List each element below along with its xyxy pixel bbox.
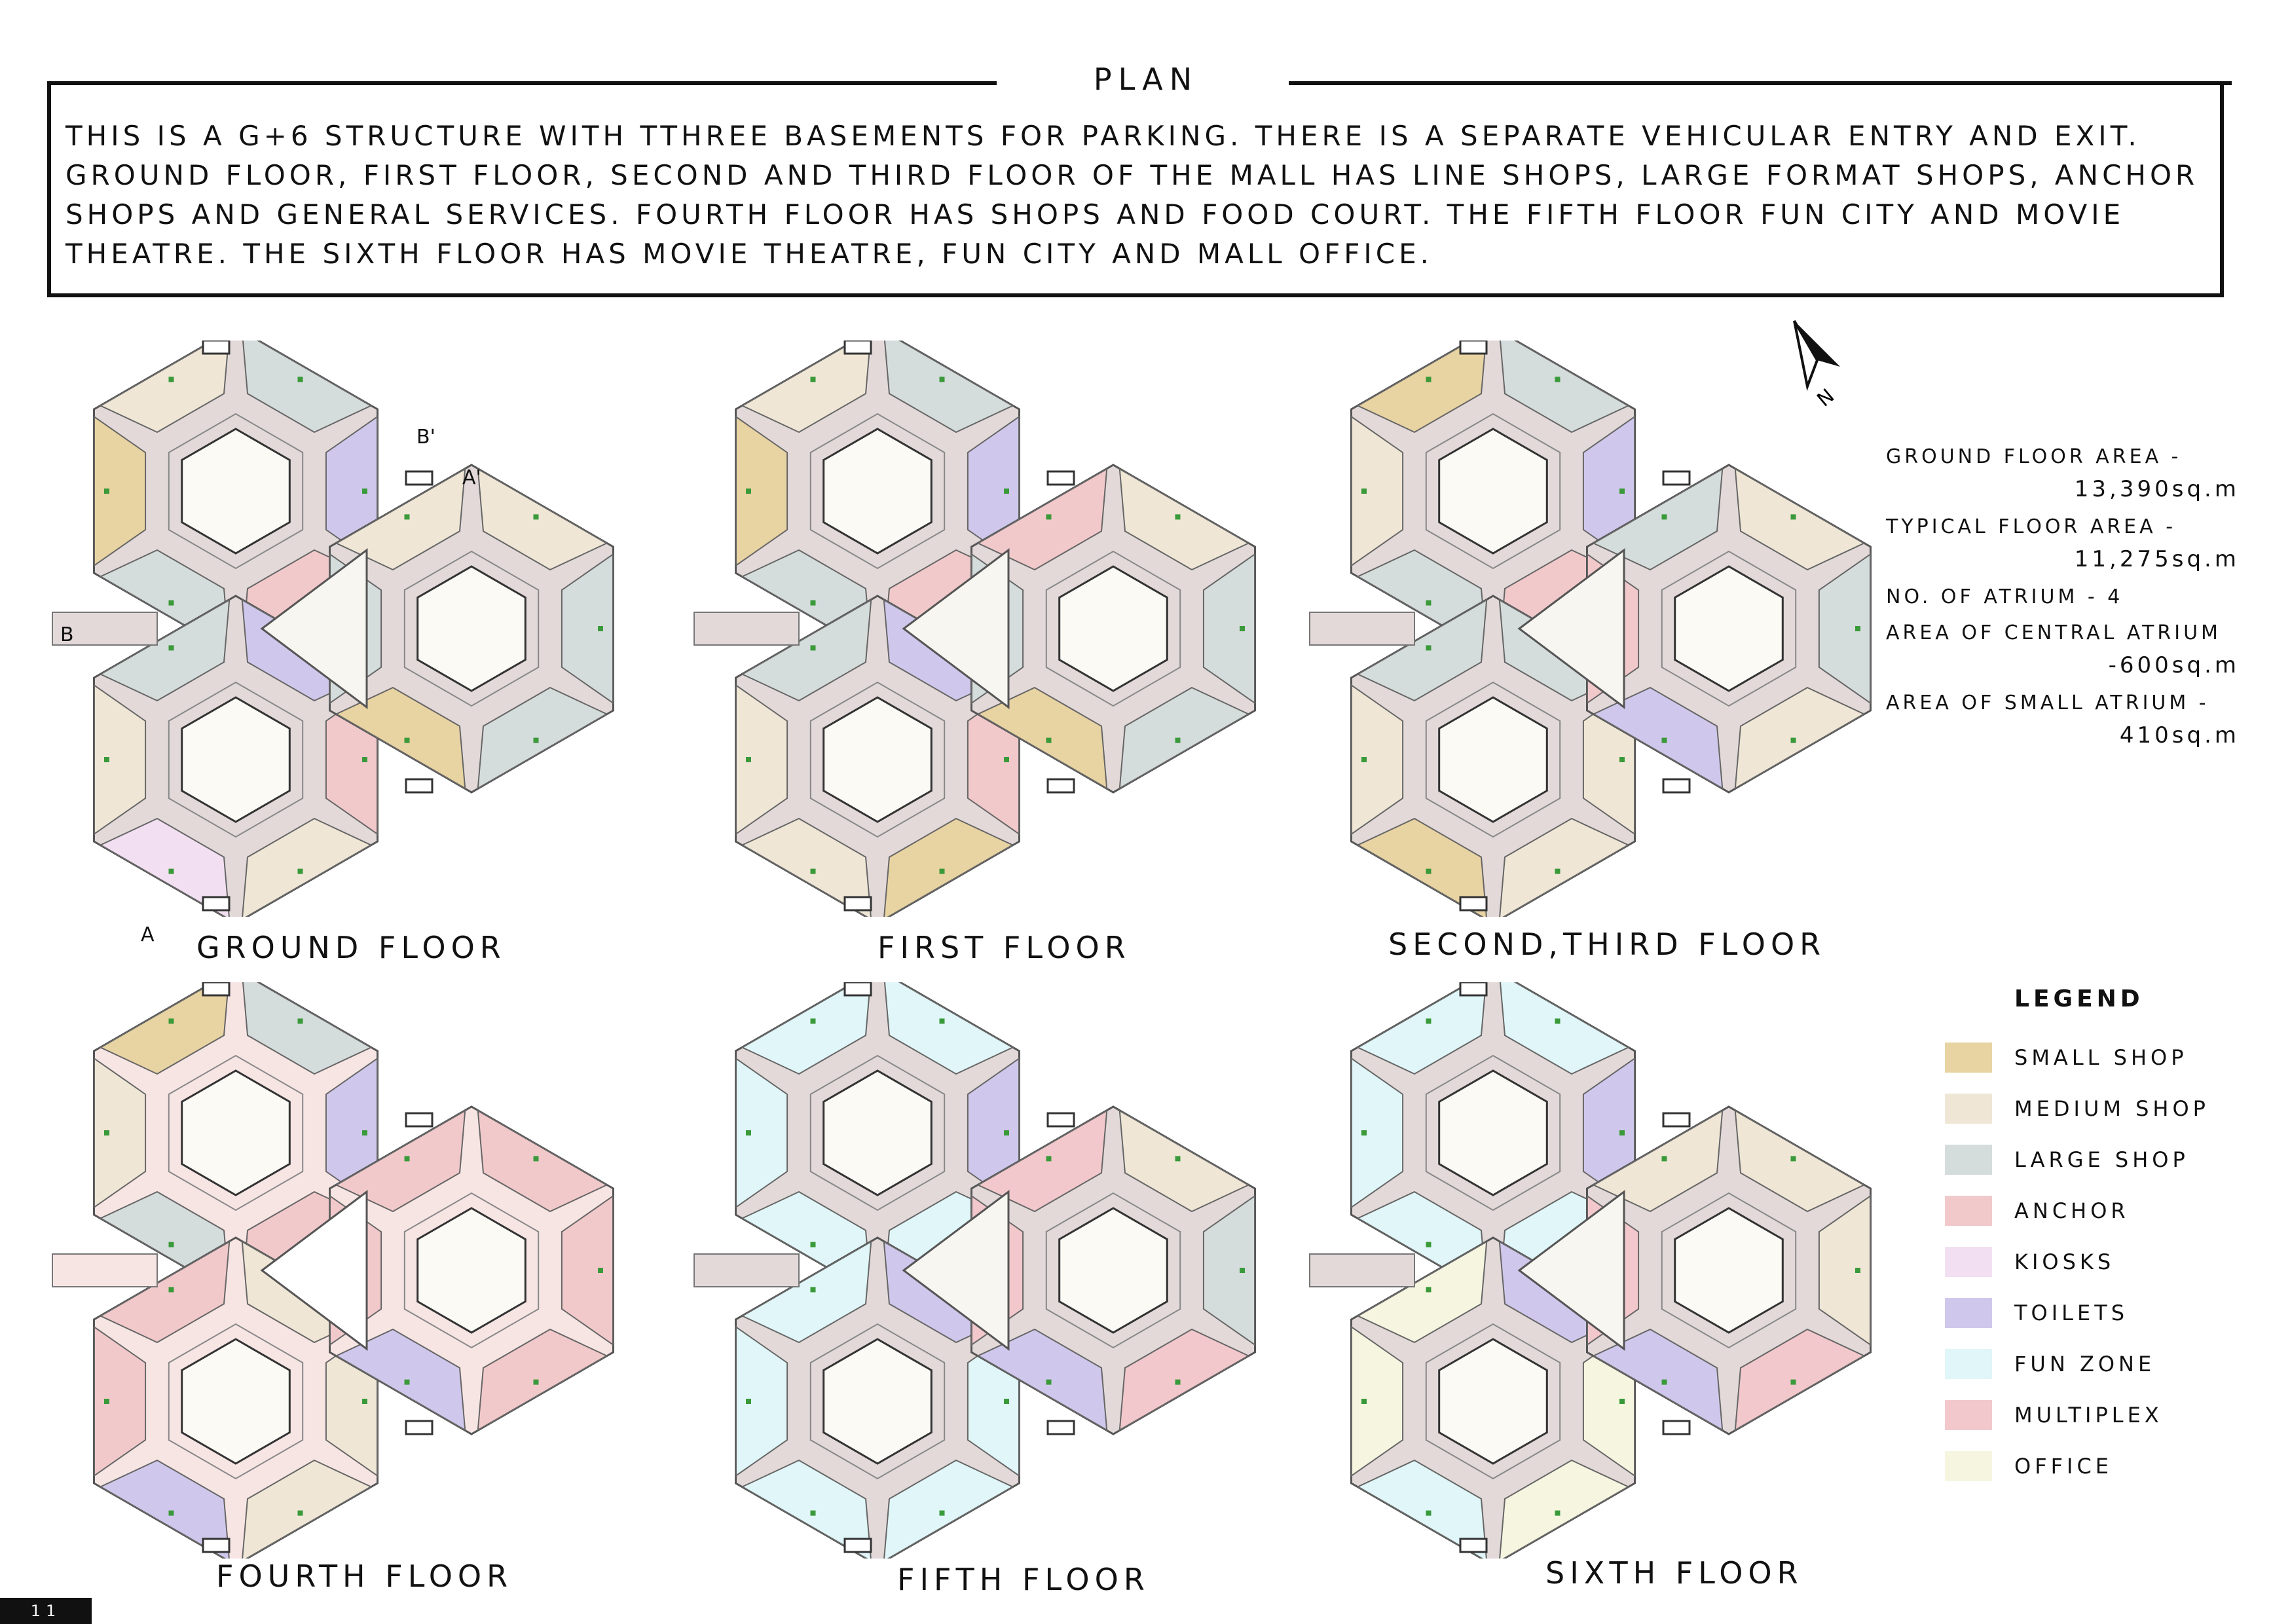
legend [1945,986,2272,1492]
stair-core [203,341,229,354]
section-mark: A [141,923,155,946]
legend-item [1945,1083,2272,1134]
legend-label: TOILETS [2014,1301,2129,1325]
legend-swatch [1945,1451,1992,1481]
stair-core [845,982,871,995]
floor-label: SECOND,THIRD FLOOR [1388,927,1826,962]
floor-plan-drawing [39,341,655,917]
legend-title: LEGEND [2014,986,2144,1012]
legend-label: MEDIUM SHOP [2014,1096,2209,1121]
stat-ground-area: GROUND FLOOR AREA - 13,390sq.m [1886,445,2240,502]
stair-core [1663,471,1690,485]
section-mark: B' [416,426,435,449]
stair-core [1460,897,1487,910]
floor-plan-drawing [1297,341,1912,917]
north-label: N [1813,384,1839,412]
legend-label: KIOSKS [2014,1249,2115,1274]
legend-swatch [1945,1298,1992,1328]
legend-item [1945,1185,2272,1236]
floor-label: SIXTH FLOOR [1545,1555,1803,1591]
floor-label: FIRST FLOOR [877,930,1131,965]
stair-core [406,471,432,485]
stair-core [406,1113,432,1126]
stair-core [203,1539,229,1552]
legend-label: OFFICE [2014,1454,2113,1479]
floor-label: FIFTH FLOOR [897,1562,1150,1597]
stair-core [406,779,432,792]
legend-swatch [1945,1196,1992,1226]
stair-core [203,897,229,910]
legend-item [1945,1441,2272,1492]
legend-label: ANCHOR [2014,1198,2130,1223]
area-stats [1886,445,2279,762]
legend-label: SMALL SHOP [2014,1045,2188,1070]
stair-core [1048,779,1074,792]
floor-label: GROUND FLOOR [196,930,506,965]
stair-core [1663,1113,1690,1126]
section-mark: A' [462,466,481,489]
stair-core [845,341,871,354]
stair-core [1048,1421,1074,1434]
stair-core [1460,1539,1487,1552]
legend-item [1945,1236,2272,1287]
stair-core [203,982,229,995]
floor-plan-drawing [681,341,1297,917]
floor-label: FOURTH FLOOR [216,1559,513,1594]
legend-swatch [1945,1043,1992,1073]
legend-label: MULTIPLEX [2014,1403,2163,1428]
stair-core [406,1421,432,1434]
section-mark: B [60,623,74,646]
stair-core [1048,1113,1074,1126]
legend-item [1945,1390,2272,1441]
sheet-title: PLAN [1093,62,1199,97]
legend-item [1945,1032,2272,1083]
stat-small-atrium: AREA OF SMALL ATRIUM - 410sq.m [1886,692,2240,748]
stair-core [1460,982,1487,995]
legend-item [1945,1134,2272,1185]
floor-plan-drawing [681,982,1297,1559]
page-number: 11 [0,1598,92,1624]
stair-core [1663,1421,1690,1434]
stair-core [1663,779,1690,792]
stat-atrium-count: NO. OF ATRIUM - 4 [1886,585,2124,608]
legend-swatch [1945,1349,1992,1379]
stair-core [845,897,871,910]
legend-swatch [1945,1094,1992,1124]
stair-core [845,1539,871,1552]
stair-core [1460,341,1487,354]
stair-core [1048,471,1074,485]
legend-swatch [1945,1400,1992,1430]
legend-swatch [1945,1247,1992,1277]
legend-label: FUN ZONE [2014,1352,2156,1376]
legend-item [1945,1338,2272,1390]
legend-item [1945,1287,2272,1338]
floor-plan-drawing [1297,982,1912,1559]
stat-central-atrium: AREA OF CENTRAL ATRIUM -600sq.m [1886,621,2240,678]
legend-label: LARGE SHOP [2014,1147,2189,1172]
stat-typical-area: TYPICAL FLOOR AREA - 11,275sq.m [1886,515,2240,572]
floor-plan-drawing [39,982,655,1559]
legend-swatch [1945,1145,1992,1175]
description-text: THIS IS A G+6 STRUCTURE WITH TTHREE BASEMENTS FOR PARKING. THERE IS A SEPARATE VEHICULAR ENTRY AND EXIT. GROUND FLOOR, FIRST FLOOR, SECOND AND THIRD FLOOR OF THE MALL HAS LINE SHOPS, LARGE FORMAT SHOPS, ANCHOR SHOPS AND GENERAL SERVICES. FOURTH FLOOR HAS SHOPS AND FOOD COURT. THE FIFTH FLOOR FUN CITY AND MOVIE THEATRE. THE SIXTH FLOOR HAS MOVIE THEATRE, FUN CITY AND MALL OFFICE. [65,120,2199,270]
